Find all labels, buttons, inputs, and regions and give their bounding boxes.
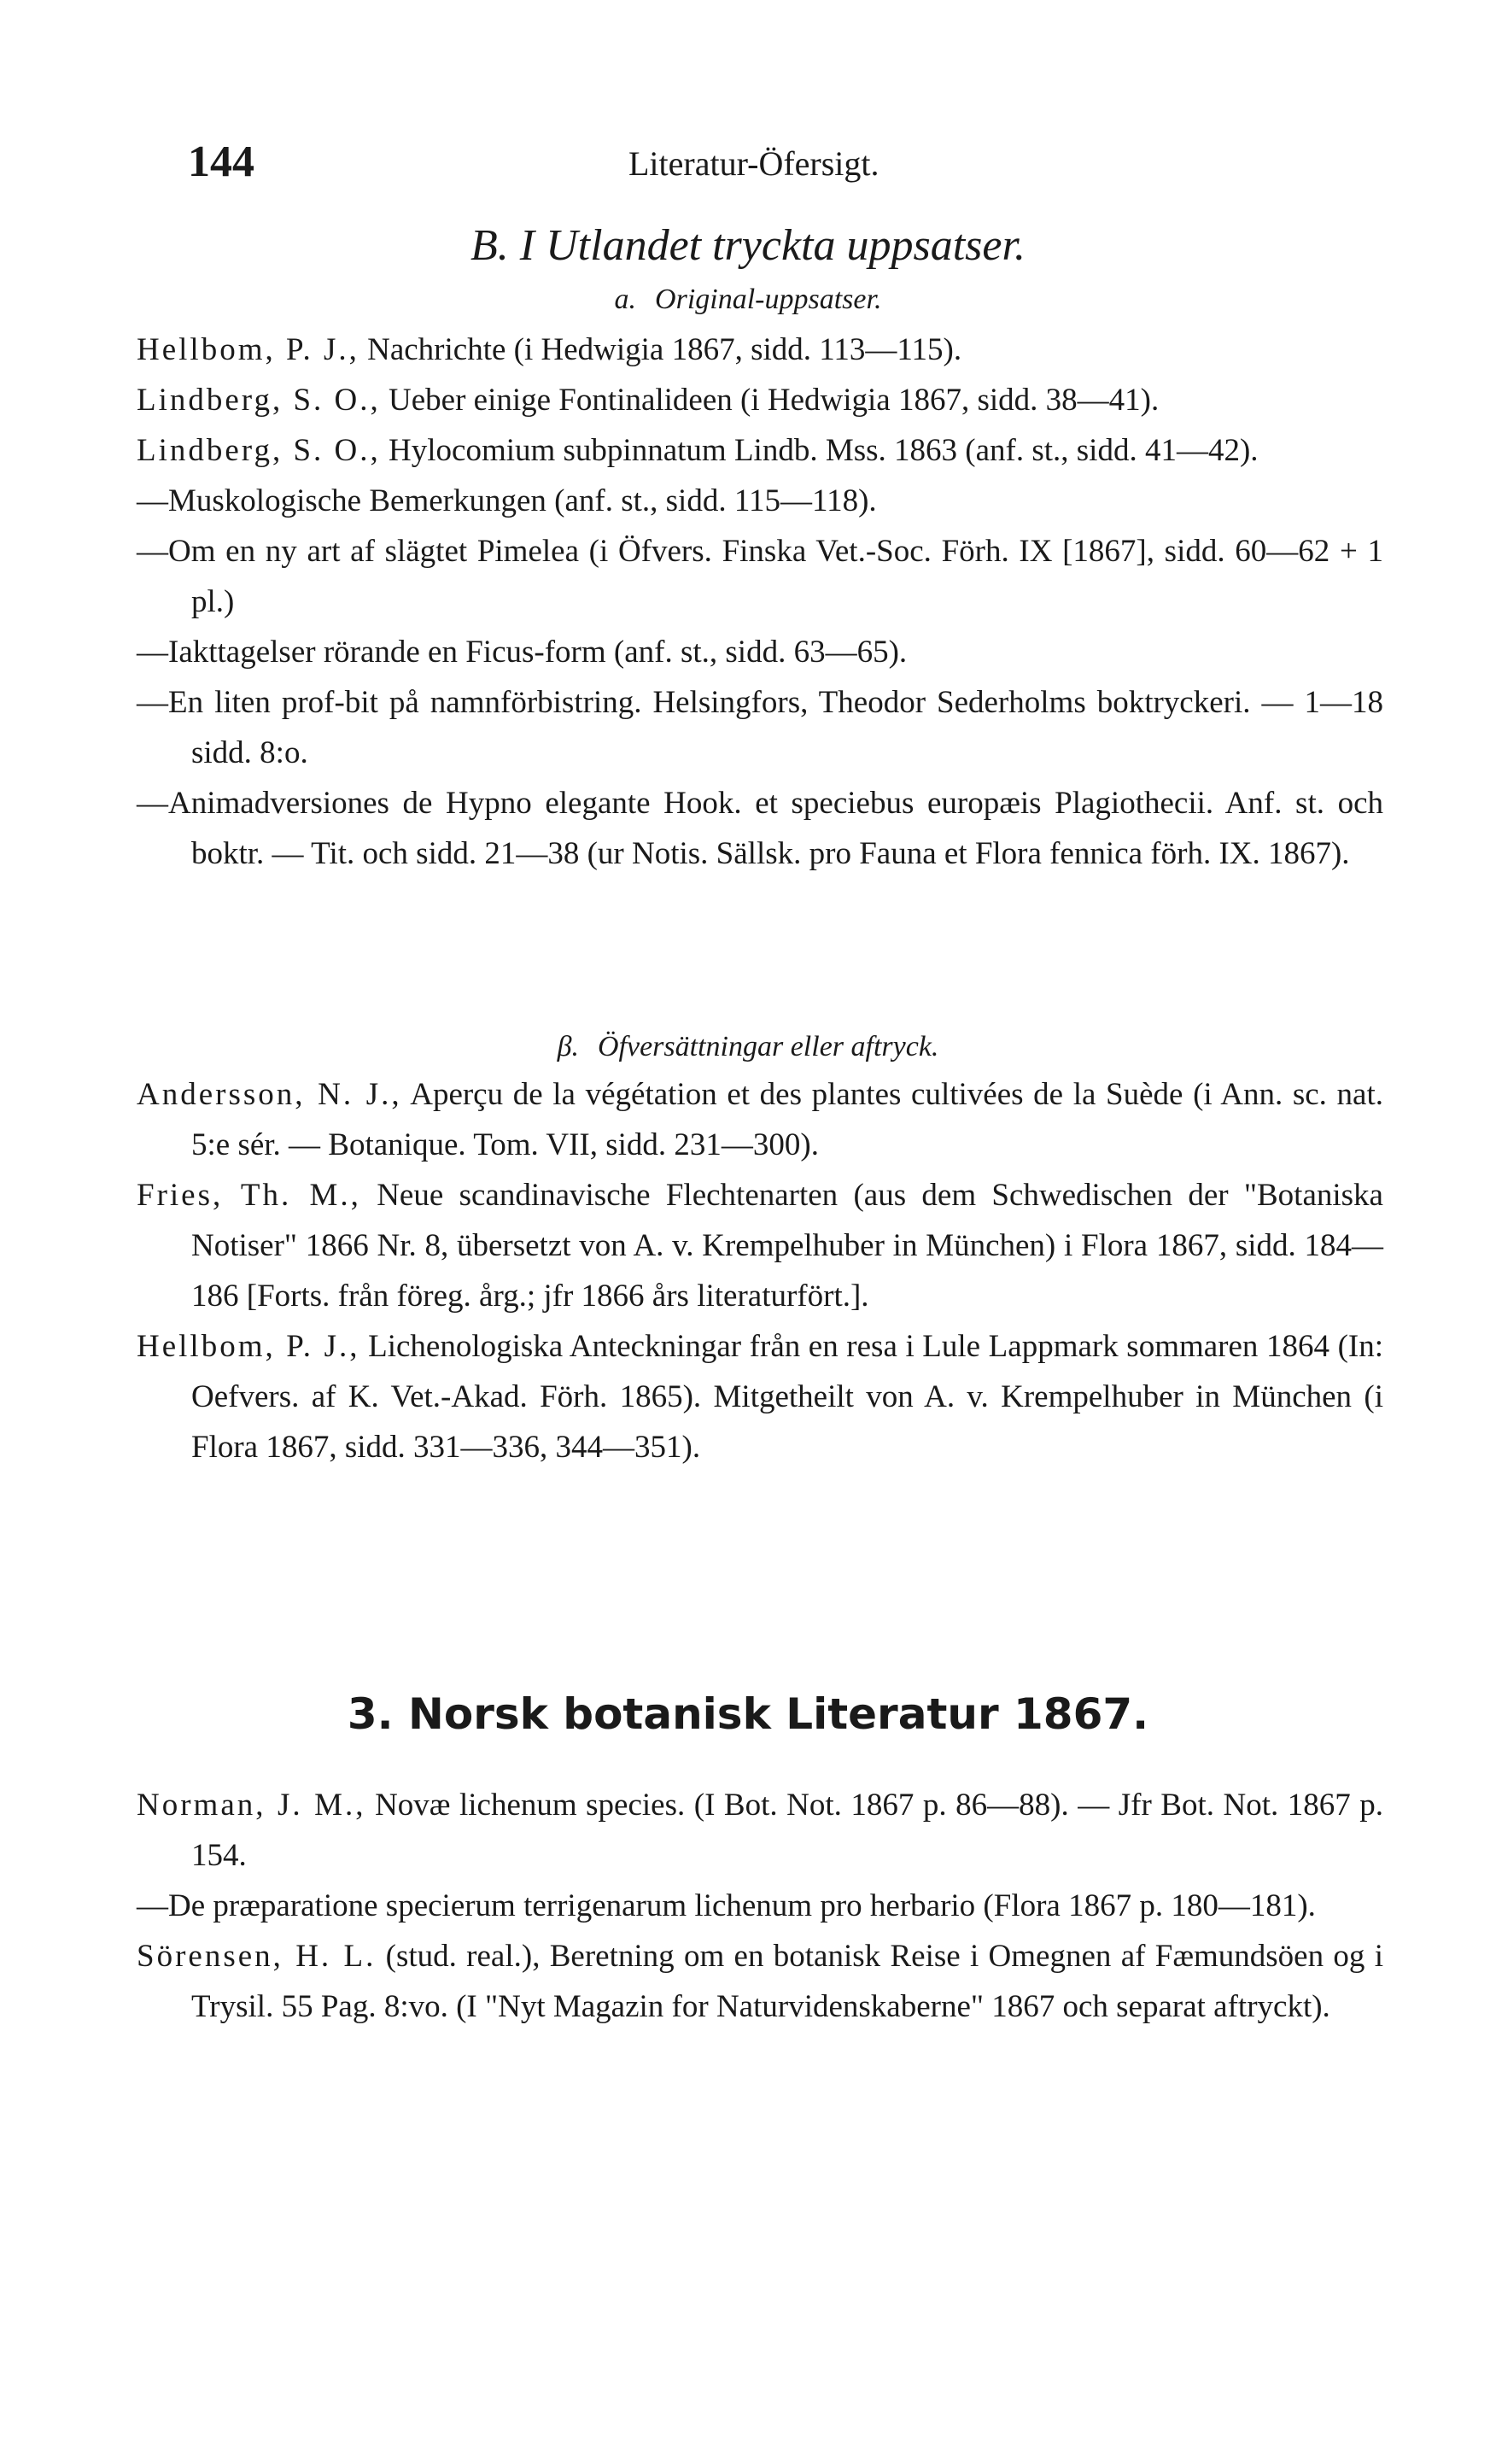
ditto-dash: — [137,483,168,518]
bibliography-entry [137,476,1383,526]
subsection-letter: β. [557,1031,579,1062]
bibliography-entry [137,1931,1383,2032]
entry-text: Iakttagelser rörande en Ficus-form (anf. st., sidd. 63—65). [168,635,908,670]
entry-author: Sörensen, H. L. [137,1939,377,1974]
section-3-heading: 3. Norsk botanisk Literatur 1867. [347,1689,1149,1739]
bibliography-entry [137,425,1383,476]
bibliography-entry [137,677,1383,778]
entry-text: Om en ny art af slägtet Pimelea (i Öfvers. Finska Vet.-Soc. Förh. IX [1867], sidd. 60—62 + 1 pl.) [168,534,1383,619]
entry-text: Ueber einige Fontinalideen (i Hedwigia 1867, sidd. 38—41). [380,383,1160,418]
entry-text: Aperçu de la végétation et des plantes cultivées de la Suède (i Ann. sc. nat. 5:e sér. — Botanique. Tom. VII, sidd. 231—300). [191,1077,1383,1162]
subsection-label: Original-uppsatser. [655,284,882,315]
bibliography-entry [137,526,1383,627]
entry-author: Andersson, N. J., [137,1077,402,1112]
entry-text: Animadversiones de Hypno elegante Hook. et speciebus europæis Plagiothecii. Anf. st. och boktr. — Tit. och sidd. 21—38 (ur Notis. Sällsk. pro Fauna et Flora fennica förh. IX. 1867). [168,786,1383,871]
entry-author: Fries, Th. M., [137,1178,361,1213]
entry-text: Muskologische Bemerkungen (anf. st., sidd. 115—118). [168,483,877,518]
bibliography-entry [137,1780,1383,1881]
subsection-label: Öfversättningar eller aftryck. [598,1031,939,1062]
entry-list-norwegian [137,1780,1383,2032]
entry-author: Norman, J. M., [137,1788,366,1823]
ditto-dash: — [137,786,168,821]
subsection-alpha-heading [0,284,1496,316]
ditto-dash: — [137,534,168,569]
bibliography-entry [137,1069,1383,1170]
subsection-beta-heading [0,1031,1496,1063]
page-header [0,137,1496,188]
entry-list-translations [137,1069,1383,1472]
entry-author: Hellbom, P. J., [137,332,359,367]
subsection-letter: a. [614,284,637,315]
bibliography-entry [137,375,1383,425]
ditto-dash: — [137,685,168,720]
entry-text: Novæ lichenum species. (I Bot. Not. 1867 p. 86—88). — Jfr Bot. Not. 1867 p. 154. [191,1788,1383,1873]
running-title: Literatur-Öfersigt. [628,144,879,183]
bibliography-entry [137,1881,1383,1931]
ditto-dash: — [137,635,168,670]
bibliography-entry [137,627,1383,677]
bibliography-entry [137,325,1383,375]
bibliography-entry [137,778,1383,879]
entry-list-original [137,325,1383,879]
entry-author: Lindberg, S. O., [137,383,381,418]
entry-text: (stud. real.), Beretning om en botanisk Reise i Omegnen af Fæmundsöen og i Trysil. 55 Pag. 8:vo. (I "Nyt Magazin for Naturvidenskaberne" 1867 och separat aftryckt). [191,1939,1383,2024]
entry-text: En liten prof-bit på namnförbistring. Helsingfors, Theodor Sederholms boktryckeri. — 1—18 sidd. 8:o. [168,685,1383,770]
entry-text: Nachrichte (i Hedwigia 1867, sidd. 113—115). [359,332,962,367]
entry-text: De præparatione specierum terrigenarum lichenum pro herbario (Flora 1867 p. 180—181). [168,1888,1316,1923]
bibliography-entry [137,1321,1383,1472]
entry-text: Lichenologiska Anteckningar från en resa i Lule Lappmark sommaren 1864 (In: Oefvers. af K. Vet.-Akad. Förh. 1865). Mitgetheilt von A. v. Krempelhuber in München (i Flora 1867, sidd. 331—336, 344—351). [191,1329,1383,1465]
entry-text: Neue scandinavische Flechtenarten (aus dem Schwedischen der "Botaniska Notiser" 1866 Nr. 8, übersetzt von A. v. Krempelhuber in München) i Flora 1867, sidd. 184—186 [Forts. från föreg. årg.; jfr 1866 års literaturfört.]. [191,1178,1383,1314]
bibliography-entry [137,1170,1383,1321]
entry-author: Hellbom, P. J., [137,1329,360,1364]
ditto-dash: — [137,1888,168,1923]
entry-text: Hylocomium subpinnatum Lindb. Mss. 1863 (anf. st., sidd. 41—42). [380,433,1259,468]
entry-author: Lindberg, S. O., [137,433,381,468]
page-number: 144 [188,138,254,186]
section-b-heading: B. I Utlandet tryckta uppsatser. [470,221,1026,270]
